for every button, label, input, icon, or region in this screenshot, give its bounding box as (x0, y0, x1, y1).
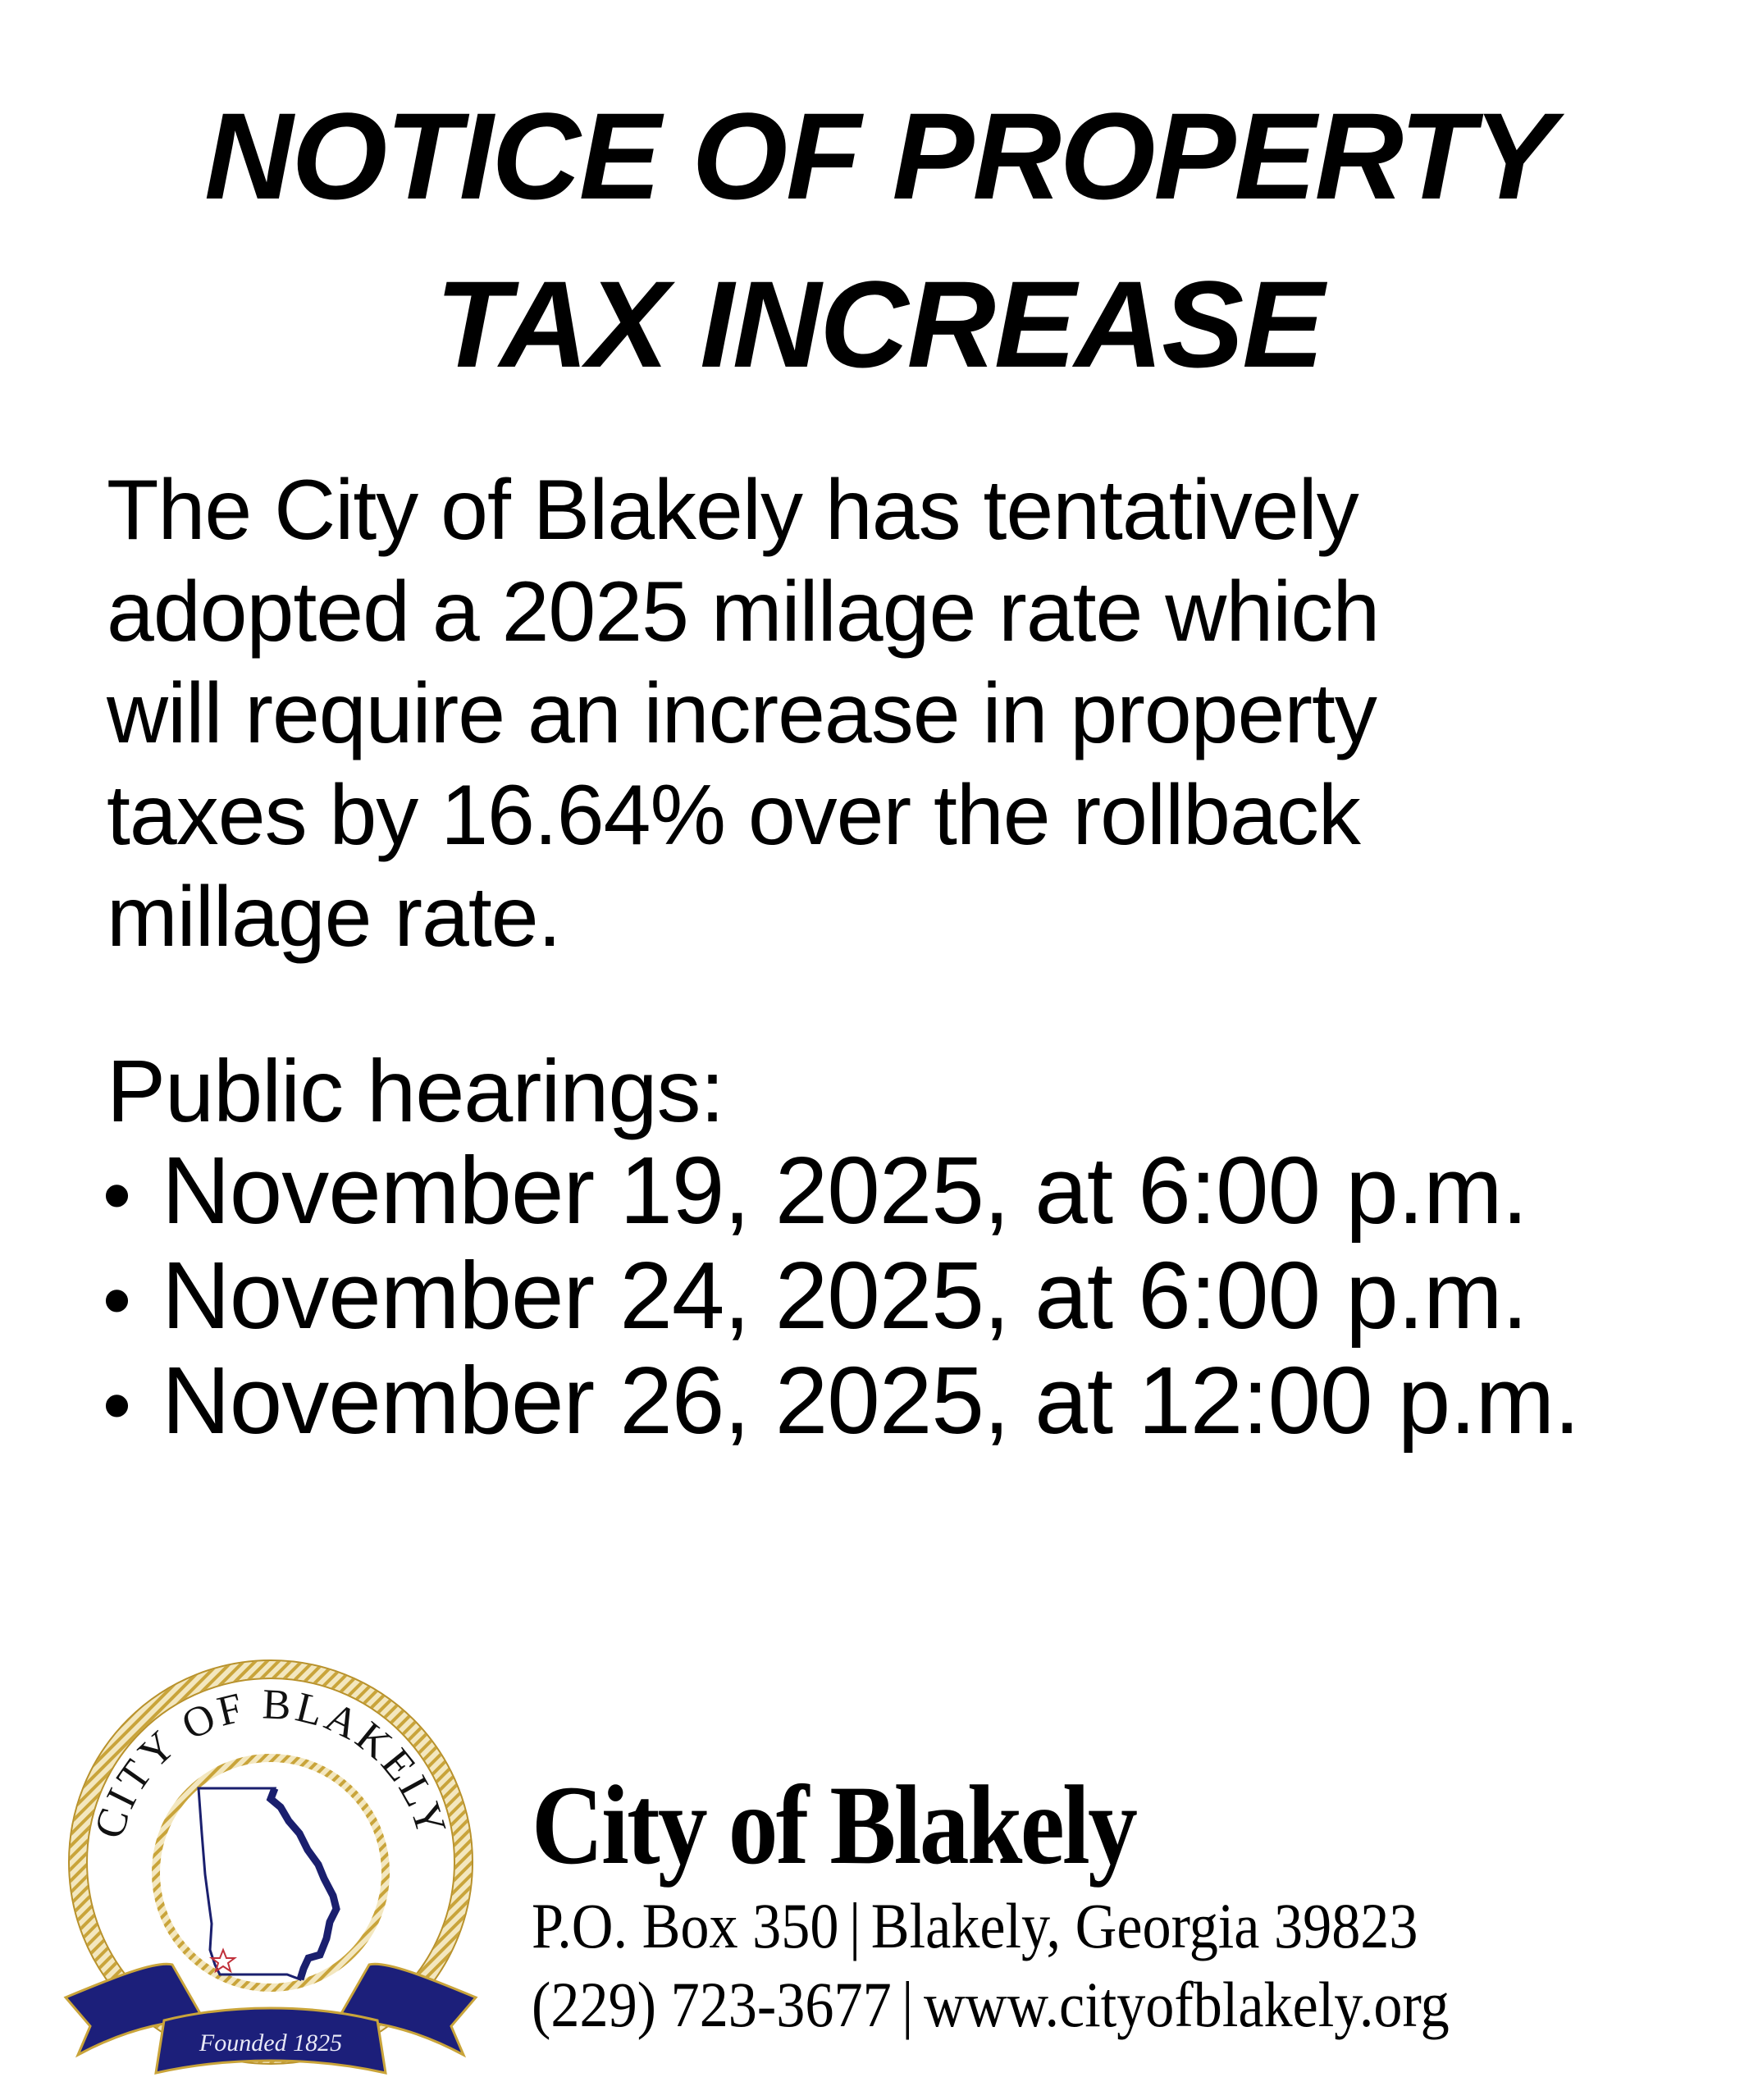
body-line: taxes by 16.64% over the rollback (107, 768, 1360, 863)
notice-title-line-2: TAX INCREASE (435, 255, 1323, 393)
separator: | (849, 1890, 861, 1961)
hearings-list (103, 1137, 1580, 1455)
hearing-item (103, 1137, 1579, 1245)
contact-line (532, 1965, 1450, 2044)
notice-body (107, 459, 1682, 968)
hearing-item (103, 1242, 1579, 1350)
hearing-date: November 26, 2025, at 12:00 p.m. (162, 1347, 1580, 1454)
city-state-zip: Blakely, Georgia 39823 (870, 1890, 1418, 1961)
notice-title-line-1: NOTICE OF PROPERTY (204, 87, 1554, 225)
hearing-date: November 19, 2025, at 6:00 p.m. (162, 1137, 1527, 1244)
bullet-icon: • (103, 1149, 131, 1241)
body-line: millage rate. (107, 870, 561, 965)
hearing-item (103, 1347, 1580, 1455)
organization-block (532, 1764, 1551, 2044)
body-line: will require an increase in property (107, 666, 1377, 761)
city-seal-icon (41, 1653, 500, 2088)
svg-text:CITY OF BLAKELY: CITY OF BLAKELY (85, 1681, 456, 1844)
separator: | (902, 1969, 914, 2040)
address-line (532, 1887, 1450, 1965)
website-link[interactable]: www.cityofblakely.org (923, 1969, 1450, 2040)
phone-number[interactable]: (229) 723-3677 (532, 1969, 892, 2040)
svg-text:Founded 1825: Founded 1825 (199, 2029, 343, 2057)
bullet-icon: • (103, 1359, 131, 1451)
po-box: P.O. Box 350 (532, 1890, 839, 1961)
organization-name: City of Blakely (532, 1762, 1136, 1888)
body-line: The City of Blakely has tentatively (107, 463, 1358, 558)
hearing-date: November 24, 2025, at 6:00 p.m. (162, 1242, 1527, 1349)
bullet-icon: • (103, 1254, 131, 1346)
hearings-heading: Public hearings: (107, 1041, 724, 1140)
body-line: adopted a 2025 millage rate which (107, 564, 1380, 660)
